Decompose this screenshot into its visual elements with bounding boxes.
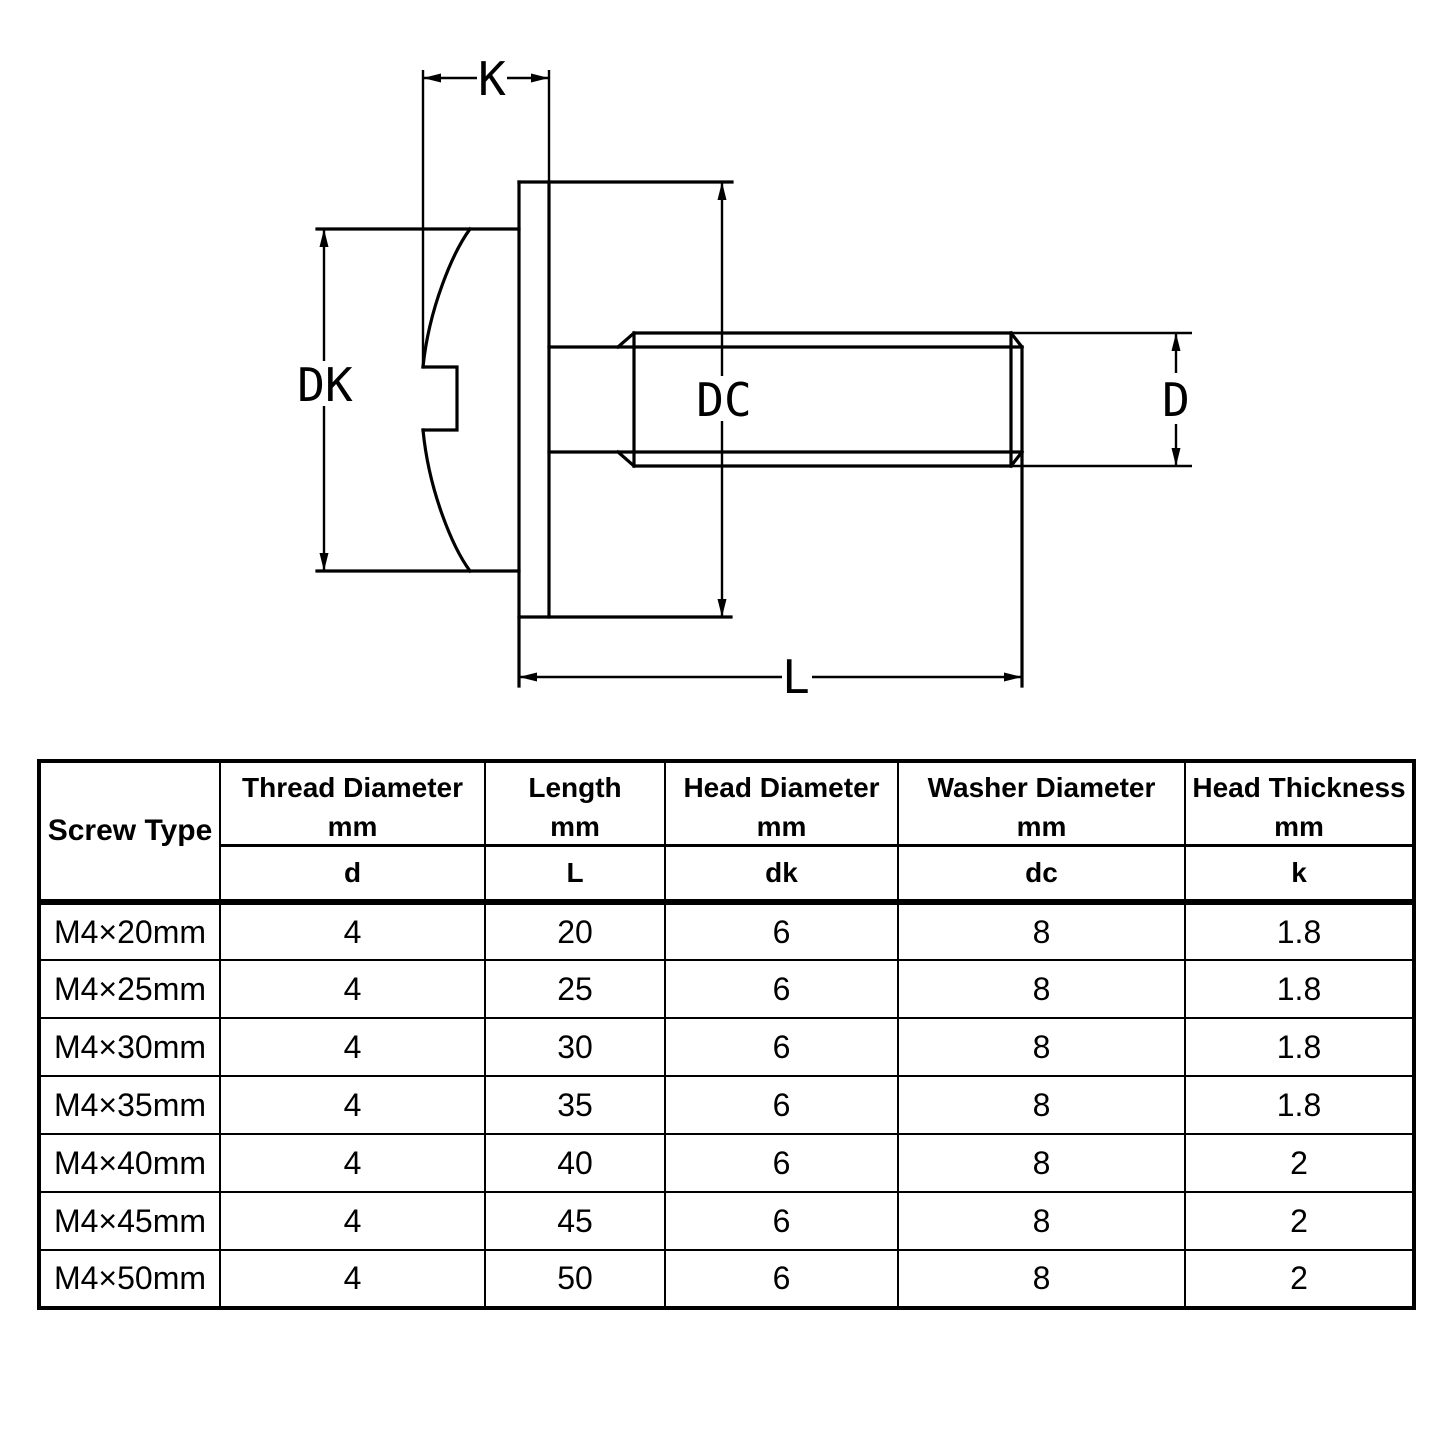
cell-dc: 8	[898, 902, 1185, 960]
col-header-head-thickness	[1185, 761, 1414, 845]
col-header-washer-diameter	[898, 761, 1185, 845]
col-unit: mm	[1274, 811, 1324, 842]
cell-screw-type: M4×35mm	[39, 1076, 220, 1134]
cell-L: 40	[485, 1134, 665, 1192]
dimension-label-l: L	[782, 650, 810, 704]
arrowhead-down-icon	[718, 599, 727, 617]
cell-L: 50	[485, 1250, 665, 1308]
table-row	[39, 1250, 1414, 1308]
dimension-label-dc: DC	[696, 373, 752, 427]
table-row	[39, 1192, 1414, 1250]
col-title: Washer Diameter	[927, 772, 1156, 803]
table-row	[39, 960, 1414, 1018]
threaded-shank-outline	[549, 333, 1022, 686]
cell-k: 1.8	[1185, 1076, 1414, 1134]
cell-screw-type: M4×40mm	[39, 1134, 220, 1192]
dimension-k	[423, 70, 549, 367]
cell-screw-type: M4×45mm	[39, 1192, 220, 1250]
arrowhead-up-icon	[320, 229, 329, 247]
col-symbol-k: k	[1185, 845, 1414, 902]
cell-L: 20	[485, 902, 665, 960]
arrowhead-up-icon	[718, 182, 727, 200]
cell-L: 30	[485, 1018, 665, 1076]
cell-dk: 6	[665, 902, 898, 960]
cell-k: 1.8	[1185, 902, 1414, 960]
cell-L: 25	[485, 960, 665, 1018]
cell-dc: 8	[898, 1134, 1185, 1192]
col-unit: mm	[550, 811, 600, 842]
col-title: Length	[528, 772, 622, 803]
washer-flange-outline	[519, 182, 732, 686]
arrowhead-up-icon	[1172, 333, 1181, 351]
cell-dc: 8	[898, 1250, 1185, 1308]
cell-d: 4	[220, 1076, 485, 1134]
cell-dc: 8	[898, 1192, 1185, 1250]
col-symbol-dc: dc	[898, 845, 1185, 902]
cell-screw-type: M4×30mm	[39, 1018, 220, 1076]
cell-screw-type: M4×25mm	[39, 960, 220, 1018]
col-header-length	[485, 761, 665, 845]
cell-k: 2	[1185, 1192, 1414, 1250]
col-symbol-L: L	[485, 845, 665, 902]
arrowhead-left-icon	[519, 673, 537, 682]
table-row	[39, 902, 1414, 960]
dimension-label-k: K	[478, 52, 506, 106]
cell-dc: 8	[898, 1018, 1185, 1076]
table-row	[39, 1018, 1414, 1076]
cell-d: 4	[220, 1250, 485, 1308]
col-unit: mm	[756, 811, 807, 842]
cell-dc: 8	[898, 1076, 1185, 1134]
arrowhead-left-icon	[423, 74, 441, 83]
dimension-label-dk: DK	[297, 358, 353, 412]
arrowhead-right-icon	[531, 74, 549, 83]
cell-dk: 6	[665, 1018, 898, 1076]
cell-L: 35	[485, 1076, 665, 1134]
cell-d: 4	[220, 960, 485, 1018]
cell-dk: 6	[665, 1192, 898, 1250]
col-title: Thread Diameter	[242, 772, 463, 803]
cell-screw-type: M4×50mm	[39, 1250, 220, 1308]
cell-d: 4	[220, 1134, 485, 1192]
dimension-label-d: D	[1162, 373, 1190, 427]
col-symbol-dk: dk	[665, 845, 898, 902]
screw-spec-table	[37, 759, 1416, 1310]
cell-d: 4	[220, 1192, 485, 1250]
cell-d: 4	[220, 902, 485, 960]
cell-dk: 6	[665, 1134, 898, 1192]
dimension-l	[519, 673, 1022, 682]
cell-k: 1.8	[1185, 1018, 1414, 1076]
col-title: Head Thickness	[1192, 772, 1406, 803]
arrowhead-down-icon	[320, 553, 329, 571]
col-header-head-diameter	[665, 761, 898, 845]
cell-k: 1.8	[1185, 960, 1414, 1018]
cell-dk: 6	[665, 1076, 898, 1134]
cell-dk: 6	[665, 1250, 898, 1308]
arrowhead-right-icon	[1004, 673, 1022, 682]
cell-k: 2	[1185, 1250, 1414, 1308]
col-unit: mm	[327, 811, 378, 842]
table-row	[39, 1134, 1414, 1192]
col-header-screw-type: Screw Type	[39, 761, 220, 902]
cell-dk: 6	[665, 960, 898, 1018]
col-title: Head Diameter	[683, 772, 880, 803]
col-header-thread-diameter	[220, 761, 485, 845]
cell-d: 4	[220, 1018, 485, 1076]
arrowhead-down-icon	[1172, 448, 1181, 466]
table-row	[39, 1076, 1414, 1134]
cell-screw-type: M4×20mm	[39, 902, 220, 960]
cell-k: 2	[1185, 1134, 1414, 1192]
cell-dc: 8	[898, 960, 1185, 1018]
col-symbol-d: d	[220, 845, 485, 902]
cell-L: 45	[485, 1192, 665, 1250]
col-unit: mm	[1016, 811, 1067, 842]
